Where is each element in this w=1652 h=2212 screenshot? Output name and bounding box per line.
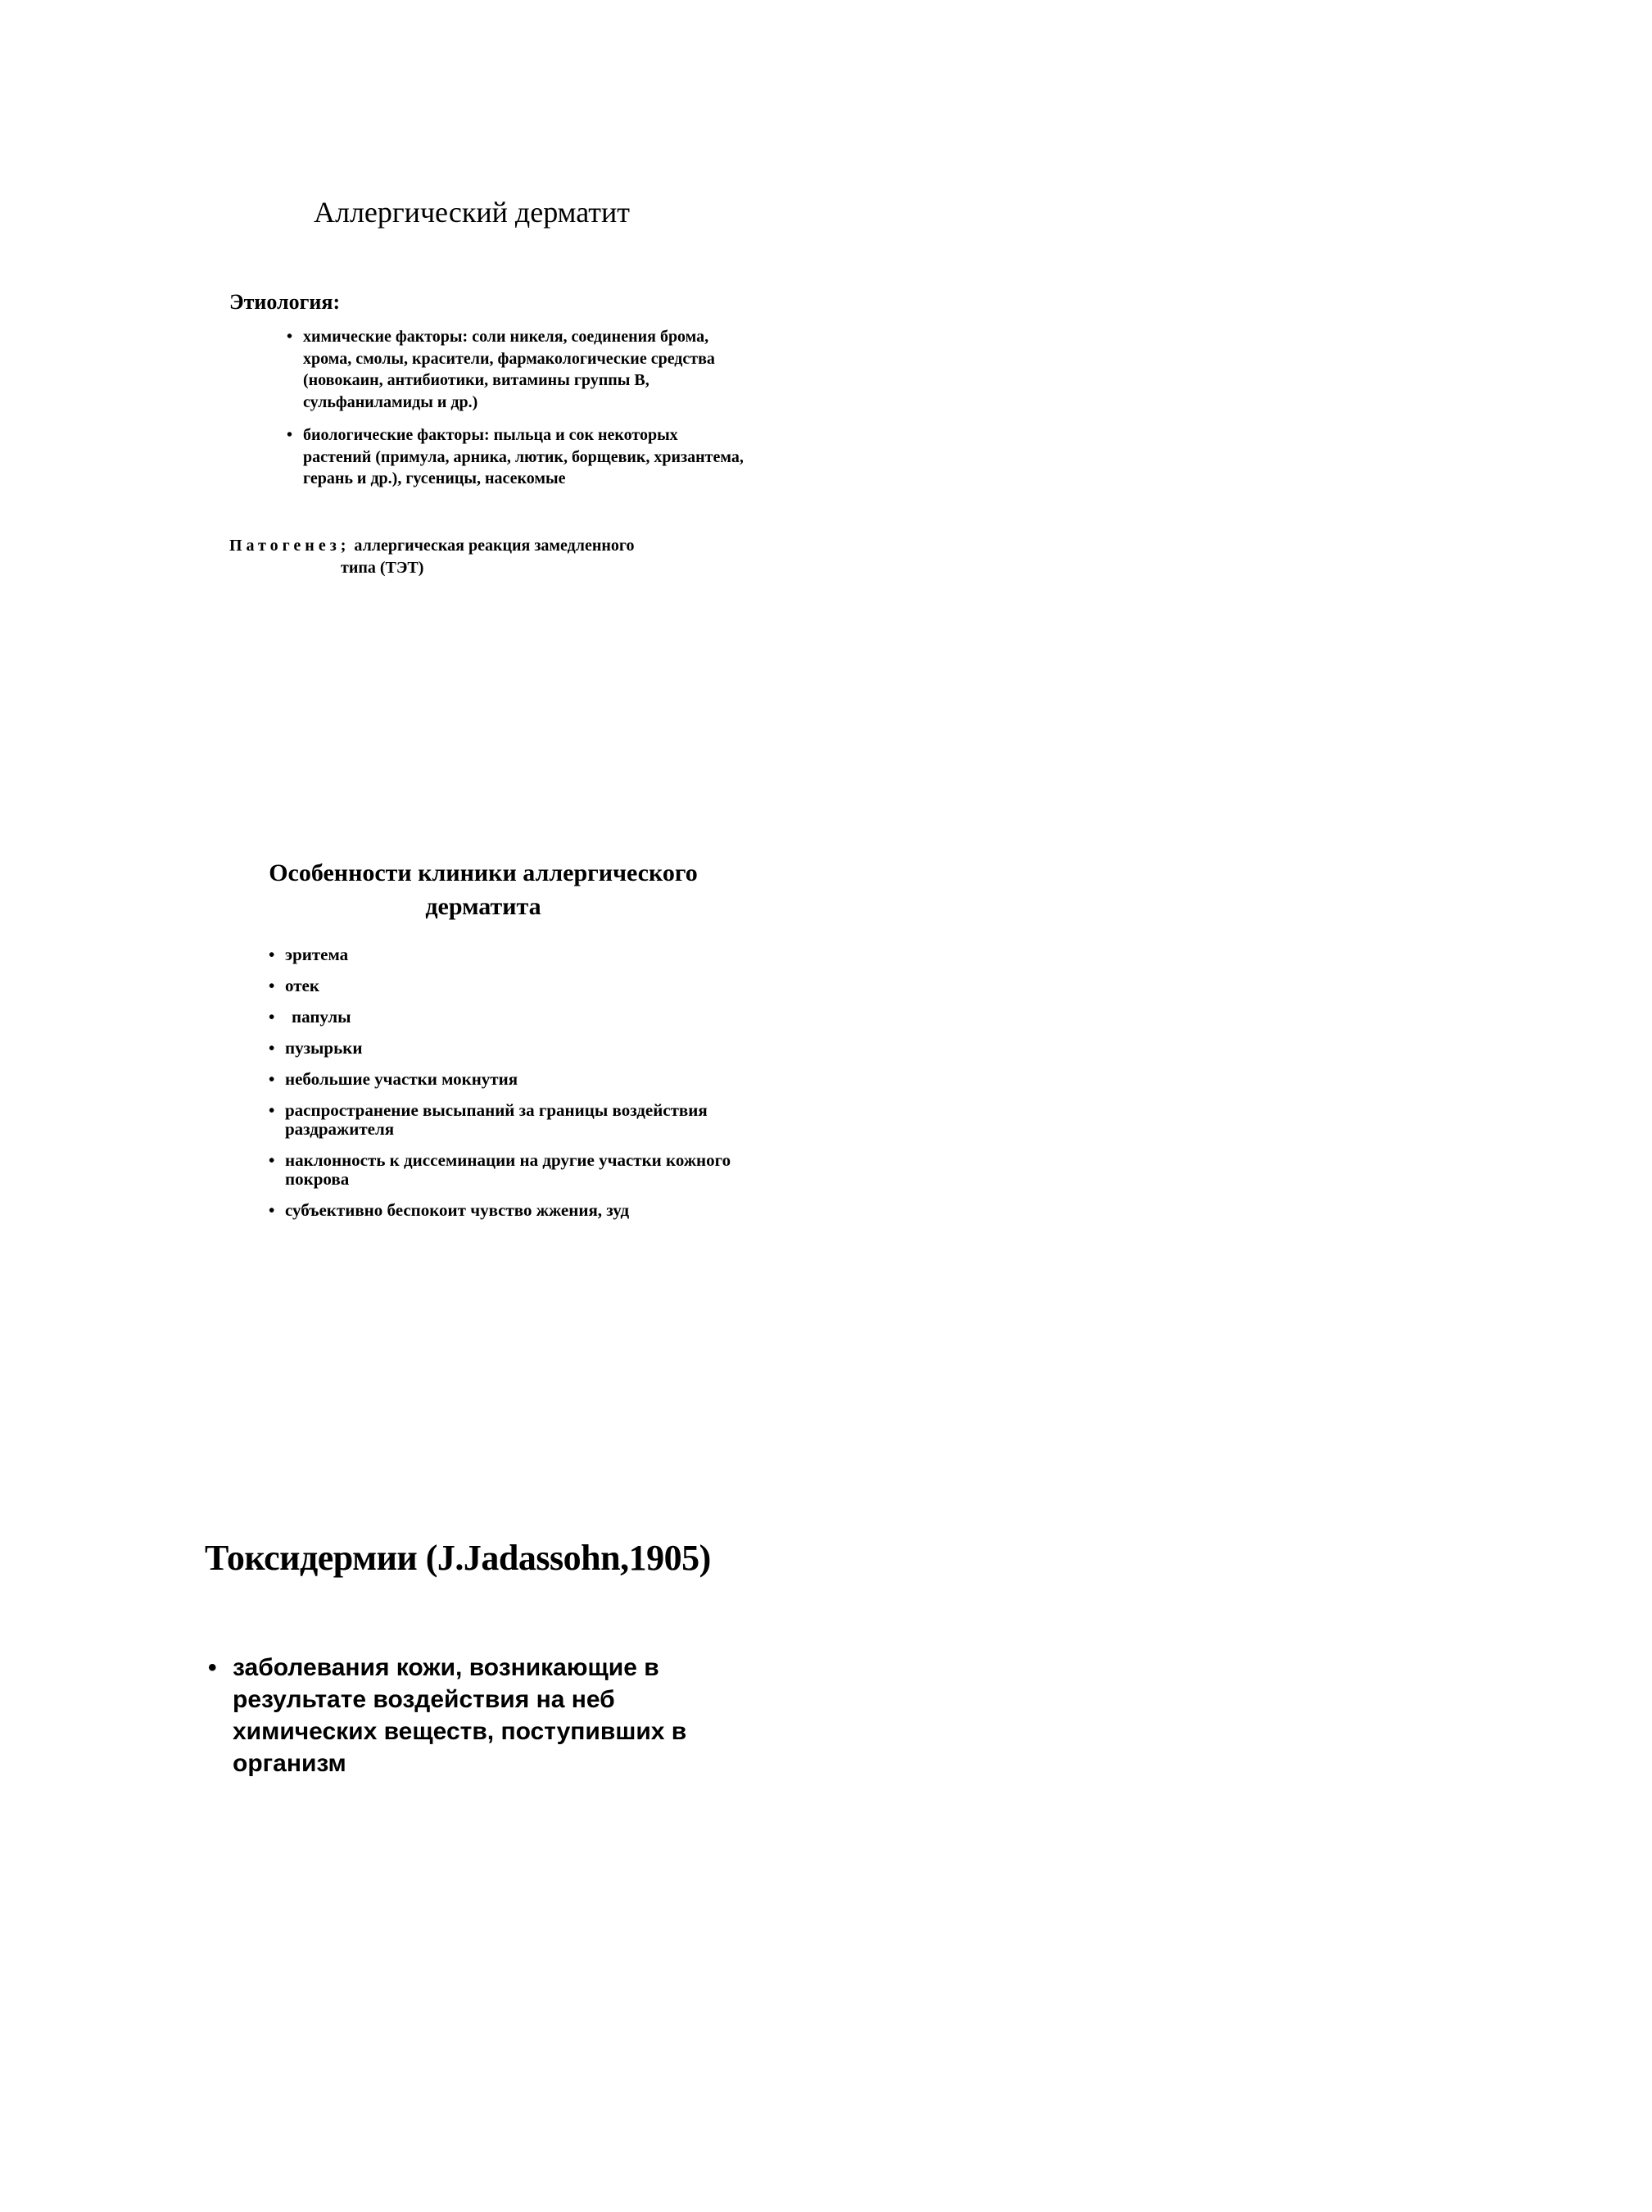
slide-title: Особенности клиники аллергического дерматита	[269, 859, 698, 920]
bullet-icon: •	[269, 1069, 275, 1089]
list-item	[269, 1101, 744, 1139]
list-item	[269, 1008, 744, 1027]
list-item-text: биологические факторы: пыльца и сок некоторых растений (примула, арника, лютик, борщевик, хризантема, герань и др.), гусеницы, насекомые	[303, 426, 744, 487]
list-item	[269, 1070, 744, 1089]
list-item-text: химические факторы: соли никеля, соединения брома, хрома, смолы, красители, фармакологические средства (новокаин, антибиотики, витамины группы В, сульфаниламиды и др.)	[303, 328, 715, 411]
pathogenesis-paragraph	[229, 535, 688, 579]
list-item-text: отек	[285, 976, 319, 995]
list-item-text: эритема	[285, 945, 349, 964]
list-item-text: наклонность к диссеминации на другие участки кожного покрова	[285, 1150, 731, 1189]
bullet-icon: •	[287, 328, 293, 346]
features-list	[269, 945, 744, 1232]
definition-list	[208, 1652, 749, 1779]
bullet-icon: •	[287, 426, 293, 444]
bullet-icon: •	[269, 1150, 275, 1170]
list-item-text: субъективно беспокоит чувство жжения, зуд	[285, 1200, 630, 1220]
list-item-text: небольшие участки мокнутия	[285, 1069, 518, 1089]
pathogenesis-text: аллергическая реакция замедленного	[354, 537, 635, 555]
etiology-heading: Этиология:	[229, 290, 341, 314]
bullet-icon: •	[208, 1654, 217, 1681]
list-item	[269, 945, 744, 964]
list-item	[287, 326, 745, 413]
bullet-icon: •	[269, 1007, 275, 1027]
bullet-icon: •	[269, 1038, 275, 1058]
bullet-icon: •	[269, 1100, 275, 1120]
slide-title: Токсидермии (J.Jadassohn,1905)	[205, 1538, 711, 1578]
list-item	[269, 1151, 744, 1189]
bullet-icon: •	[269, 976, 275, 995]
slide-allergic-dermatitis	[0, 0, 1652, 623]
list-item	[208, 1652, 749, 1779]
list-item-text: пузырьки	[285, 1038, 363, 1058]
pathogenesis-label: Патогенез;	[229, 537, 351, 555]
list-item-text: заболевания кожи, возникающие в результате воздействия на неб химических веществ, поступивших в организм	[233, 1654, 687, 1777]
bullet-icon: •	[269, 1200, 275, 1220]
slide-title: Аллергический дерматит	[314, 196, 630, 229]
list-item	[269, 1201, 744, 1220]
list-item-text: распространение высыпаний за границы воздействия раздражителя	[285, 1100, 708, 1139]
list-item	[269, 1039, 744, 1058]
list-item	[269, 977, 744, 995]
list-item-text: папулы	[292, 1007, 351, 1027]
list-item	[287, 424, 745, 490]
bullet-icon: •	[269, 945, 275, 964]
etiology-list	[287, 326, 745, 501]
pathogenesis-text-continued: типа (ТЭТ)	[341, 559, 424, 577]
